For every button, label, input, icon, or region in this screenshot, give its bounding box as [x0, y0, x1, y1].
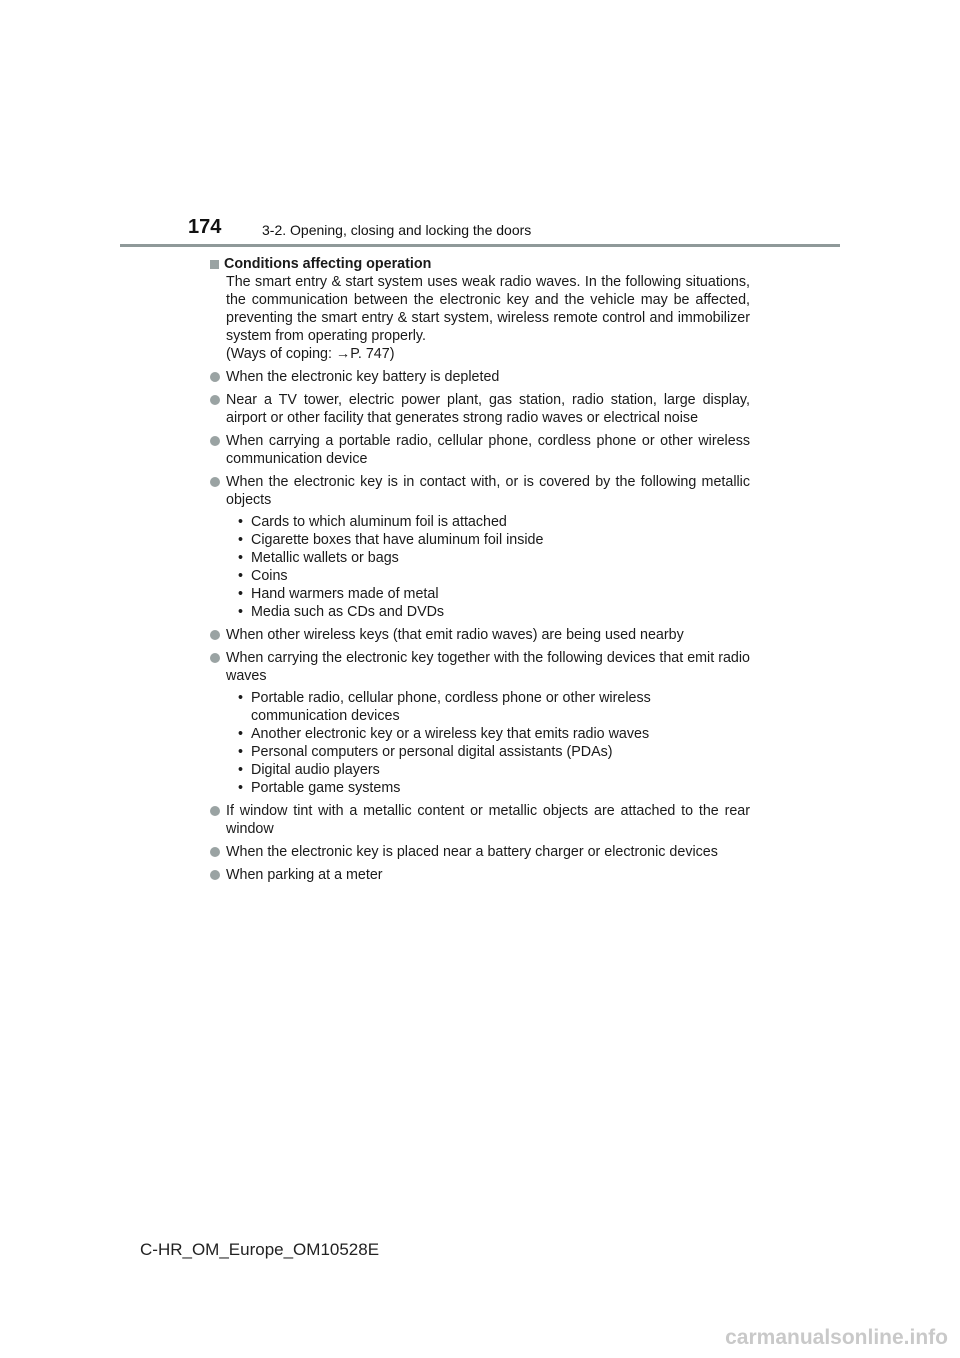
- list-item: [210, 432, 750, 468]
- header-rule: [120, 244, 840, 247]
- content: [210, 255, 750, 884]
- sub-list-item: [238, 779, 750, 797]
- list-item: [210, 866, 750, 884]
- circle-bullet-icon: [210, 626, 226, 644]
- circle-bullet-icon: [210, 843, 226, 861]
- sub-list: [238, 513, 750, 621]
- dot-bullet-icon: •: [238, 604, 244, 620]
- dot-bullet-icon: •: [238, 762, 244, 778]
- sub-list-item: [238, 531, 750, 549]
- list-item-text: When the electronic key battery is depleted: [226, 369, 500, 385]
- dot-bullet-icon: •: [238, 514, 244, 530]
- list-item-text: When the electronic key is in contact with, or is covered by the following metallic objects: [226, 474, 750, 508]
- dot-bullet-icon: •: [238, 726, 244, 742]
- list-item-body: [226, 626, 750, 644]
- dot-bullet-icon: •: [238, 568, 244, 584]
- list-item-body: [226, 843, 750, 861]
- list-item-body: [226, 473, 750, 509]
- list-item-text: Near a TV tower, electric power plant, gas station, radio station, large display, airport or other facility that generates strong radio waves or electrical noise: [226, 392, 750, 426]
- list-item: [210, 802, 750, 838]
- circle-bullet-icon: [210, 649, 226, 667]
- circle-bullet-icon: [210, 368, 226, 386]
- list-item: [210, 843, 750, 861]
- list-item-text: When the electronic key is placed near a battery charger or electronic devices: [226, 844, 718, 860]
- list-item-text: When parking at a meter: [226, 867, 383, 883]
- list-item: [210, 473, 750, 509]
- intro: [226, 273, 750, 363]
- circle-bullet-icon: [210, 432, 226, 450]
- sub-list-item: [238, 743, 750, 761]
- sub-list-item-text: Portable game systems: [251, 780, 401, 796]
- dot-bullet-icon: •: [238, 586, 244, 602]
- sub-list-item: [238, 567, 750, 585]
- intro-reference: (Ways of coping: →P. 747): [226, 346, 395, 362]
- sub-list-item: [238, 603, 750, 621]
- sub-list-item: [238, 761, 750, 779]
- square-bullet-icon: [210, 260, 219, 269]
- sub-list-item-text: Portable radio, cellular phone, cordless phone or other wireless communication devices: [251, 690, 651, 724]
- circle-bullet-icon: [210, 391, 226, 409]
- sub-list-item-text: Metallic wallets or bags: [251, 550, 399, 566]
- heading-text: Conditions affecting operation: [224, 256, 432, 272]
- sub-list-item-text: Media such as CDs and DVDs: [251, 604, 445, 620]
- sub-list-item: [238, 689, 750, 725]
- intro-paragraph: The smart entry & start system uses weak radio waves. In the following situations, the communication between the electronic key and the vehicle may be affected, preventing the smart entry & start system, wireless remote control and immobilizer system from operating properly.: [226, 274, 750, 344]
- page-number: 174: [188, 216, 222, 238]
- list-item: [210, 391, 750, 427]
- sub-list: [238, 689, 750, 797]
- sub-list-item: [238, 585, 750, 603]
- sub-list-item: [238, 725, 750, 743]
- watermark: carmanualsonline.info: [725, 1326, 948, 1349]
- section-title: 3-2. Opening, closing and locking the doors: [262, 222, 532, 238]
- circle-bullet-icon: [210, 473, 226, 491]
- sub-list-item-text: Cards to which aluminum foil is attached: [251, 514, 507, 530]
- list-item-text: When carrying the electronic key together with the following devices that emit radio waves: [226, 650, 750, 684]
- sub-list-item-text: Cigarette boxes that have aluminum foil inside: [251, 532, 544, 548]
- dot-bullet-icon: •: [238, 744, 244, 760]
- list-item: [210, 368, 750, 386]
- dot-bullet-icon: •: [238, 690, 244, 706]
- circle-bullet-icon: [210, 866, 226, 884]
- circle-bullet-icon: [210, 802, 226, 820]
- footer-doc-id: C-HR_OM_Europe_OM10528E: [140, 1240, 380, 1259]
- sub-list-item-text: Hand warmers made of metal: [251, 586, 439, 602]
- list-item-body: [226, 649, 750, 685]
- dot-bullet-icon: •: [238, 532, 244, 548]
- list-item-body: [226, 866, 750, 884]
- sub-list-item-text: Personal computers or personal digital assistants (PDAs): [251, 744, 613, 760]
- sub-list-item: [238, 549, 750, 567]
- sub-list-item-text: Digital audio players: [251, 762, 380, 778]
- list-item-body: [226, 368, 750, 386]
- list-item-text: If window tint with a metallic content or metallic objects are attached to the rear window: [226, 803, 750, 837]
- bullet-list: [210, 368, 750, 884]
- list-item-body: [226, 391, 750, 427]
- list-item-text: When other wireless keys (that emit radio waves) are being used nearby: [226, 627, 684, 643]
- list-item-body: [226, 802, 750, 838]
- list-item: [210, 649, 750, 685]
- list-item-text: When carrying a portable radio, cellular phone, cordless phone or other wireless communication device: [226, 433, 750, 467]
- sub-list-item-text: Coins: [251, 568, 288, 584]
- sub-list-item-text: Another electronic key or a wireless key that emits radio waves: [251, 726, 650, 742]
- dot-bullet-icon: •: [238, 550, 244, 566]
- sub-list-item: [238, 513, 750, 531]
- list-item: [210, 626, 750, 644]
- list-item-body: [226, 432, 750, 468]
- section-heading: [210, 255, 750, 273]
- dot-bullet-icon: •: [238, 780, 244, 796]
